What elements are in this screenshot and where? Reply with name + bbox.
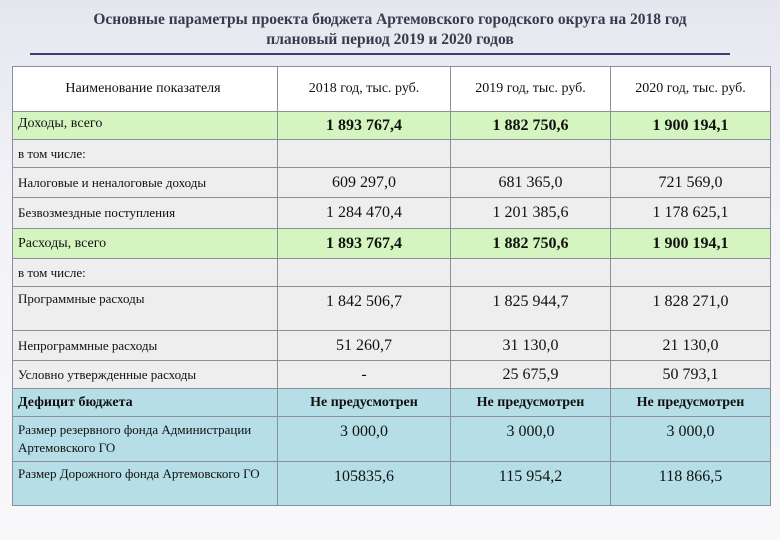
table-header-row xyxy=(13,67,771,112)
row-value: Не предусмотрен xyxy=(451,389,611,417)
row-value: 1 825 944,7 xyxy=(451,287,611,331)
title-divider xyxy=(30,53,730,55)
table-row xyxy=(13,462,771,506)
table-row xyxy=(13,259,771,287)
page-title xyxy=(20,10,760,50)
table-row xyxy=(13,417,771,462)
row-value: 1 900 194,1 xyxy=(611,229,771,259)
row-label: в том числе: xyxy=(13,140,278,168)
row-label: Условно утвержденные расходы xyxy=(13,361,278,389)
row-value: 105835,6 xyxy=(278,462,451,506)
row-value: 1 900 194,1 xyxy=(611,112,771,140)
row-label: Непрограммные расходы xyxy=(13,331,278,361)
row-value xyxy=(278,140,451,168)
table-row xyxy=(13,168,771,198)
header-2018: 2018 год, тыс. руб. xyxy=(278,67,451,112)
row-value: 3 000,0 xyxy=(611,417,771,462)
row-value xyxy=(278,259,451,287)
row-label: Программные расходы xyxy=(13,287,278,331)
row-value: 25 675,9 xyxy=(451,361,611,389)
row-value: 3 000,0 xyxy=(451,417,611,462)
row-label: Безвозмездные поступления xyxy=(13,198,278,229)
row-value: 1 284 470,4 xyxy=(278,198,451,229)
row-value: 1 882 750,6 xyxy=(451,229,611,259)
row-value: 1 178 625,1 xyxy=(611,198,771,229)
header-2020: 2020 год, тыс. руб. xyxy=(611,67,771,112)
row-label: Налоговые и неналоговые доходы xyxy=(13,168,278,198)
row-value: Не предусмотрен xyxy=(611,389,771,417)
row-value: 118 866,5 xyxy=(611,462,771,506)
row-value: 50 793,1 xyxy=(611,361,771,389)
row-label: Доходы, всего xyxy=(13,112,278,140)
title-line-1: Основные параметры проекта бюджета Артемовского городского округа на 2018 год xyxy=(93,11,687,28)
row-label: Размер Дорожного фонда Артемовского ГО xyxy=(13,462,278,506)
budget-table xyxy=(12,66,771,506)
row-value: 3 000,0 xyxy=(278,417,451,462)
row-value: 681 365,0 xyxy=(451,168,611,198)
row-value: 21 130,0 xyxy=(611,331,771,361)
row-value: 609 297,0 xyxy=(278,168,451,198)
table-row xyxy=(13,229,771,259)
row-value xyxy=(451,259,611,287)
row-value xyxy=(611,259,771,287)
table-row xyxy=(13,287,771,331)
row-value: 1 893 767,4 xyxy=(278,112,451,140)
row-label: в том числе: xyxy=(13,259,278,287)
header-2019: 2019 год, тыс. руб. xyxy=(451,67,611,112)
table-row xyxy=(13,361,771,389)
table-row xyxy=(13,140,771,168)
table-row xyxy=(13,112,771,140)
row-label: Дефицит бюджета xyxy=(13,389,278,417)
title-line-2: плановый период 2019 и 2020 годов xyxy=(266,31,514,48)
row-value: 51 260,7 xyxy=(278,331,451,361)
row-value: Не предусмотрен xyxy=(278,389,451,417)
row-value: 115 954,2 xyxy=(451,462,611,506)
row-label: Размер резервного фонда Администрации Артемовского ГО xyxy=(13,417,278,462)
row-label: Расходы, всего xyxy=(13,229,278,259)
row-value xyxy=(611,140,771,168)
row-value: 1 828 271,0 xyxy=(611,287,771,331)
table-row xyxy=(13,331,771,361)
row-value: - xyxy=(278,361,451,389)
header-indicator: Наименование показателя xyxy=(13,67,278,112)
row-value: 1 882 750,6 xyxy=(451,112,611,140)
row-value: 1 201 385,6 xyxy=(451,198,611,229)
row-value: 721 569,0 xyxy=(611,168,771,198)
row-value xyxy=(451,140,611,168)
row-value: 1 842 506,7 xyxy=(278,287,451,331)
row-value: 31 130,0 xyxy=(451,331,611,361)
row-value: 1 893 767,4 xyxy=(278,229,451,259)
table-row xyxy=(13,389,771,417)
table-row xyxy=(13,198,771,229)
